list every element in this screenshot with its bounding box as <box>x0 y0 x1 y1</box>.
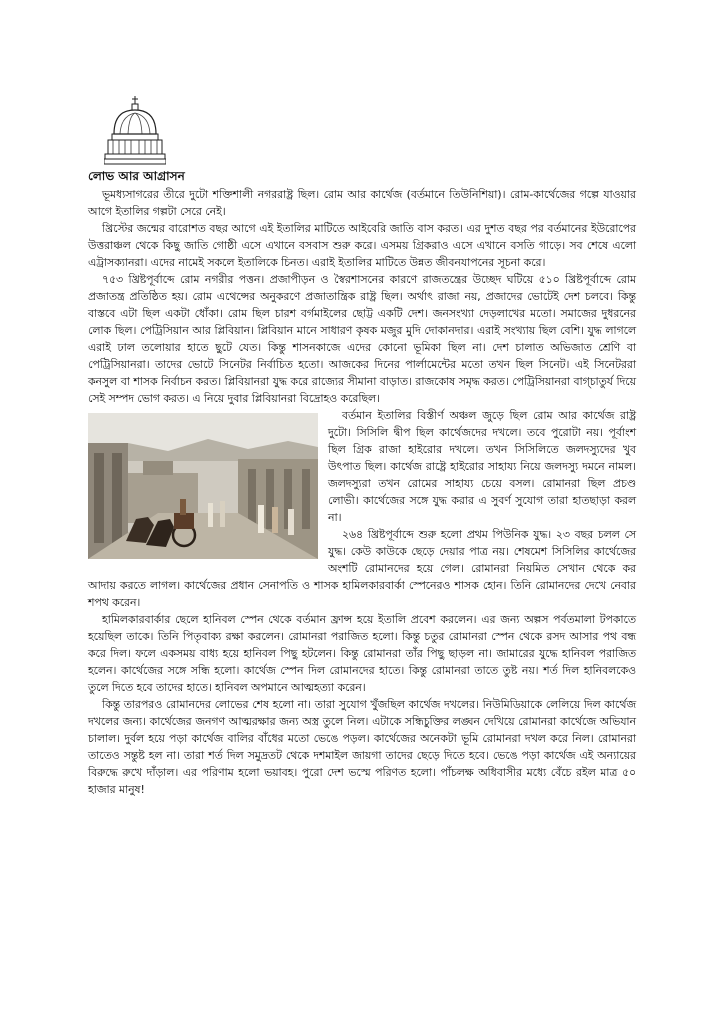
basilica-dome-icon <box>104 96 166 166</box>
paragraph: ভূমধ্যসাগরের তীরে দুটো শক্তিশালী নগররাষ্ট্র ছিল। রোম আর কার্থেজ (বর্তমানে তিউনিশিয়া)। রোম-কার্থেজের গল্পে যাওয়ার আগে ইতালির গল্পটা সেরে নেই। <box>88 188 636 218</box>
paragraph: হামিলকারবার্কার ছেলে হানিবল স্পেন থেকে বর্তমান ফ্রান্স হয়ে ইতালি প্রবেশ করলেন। এর জন্য অল্পস পর্বতমালা টপকাতে হয়েছিল তাকে। তিনি পিতৃবাক্য রক্ষা করলেন। রোমানরা পরাজিত হলো। কিন্তু চতুর রোমানরা স্পেন থেকে রসদ আসার পথ বন্ধ করে দিল। ফলে একসময় বাধ্য হয়ে হানিবল পিছু হটলেন। কিন্তু রোমানরা তাঁর পিছু ছাড়ল না। জামারের যুদ্ধে হানিবল পরাজিত হলেন। কার্থেজের সঙ্গে সন্ধি হলো। কার্থেজ স্পেন দিল রোমানদের হাতে। কিন্তু রোমানরা তাতে তুষ্ট নয়। শর্ত দিল হানিবলকেও তুলে দিতে হবে তাদের হাতে। হানিবল অপমানে আত্মহত্যা করেন। <box>88 613 636 694</box>
paragraph: বর্তমান ইতালির বিস্তীর্ণ অঞ্চল জুড়ে ছিল রোম আর কার্থেজ রাষ্ট্র দুটো। সিসিলি দ্বীপ ছিল কার্থেজদের দখলে। তবে পুরোটা নয়। পূর্বাংশ ছিল গ্রিক রাজা হাইরোর দখলে। তখন সিসিলিতে জলদস্যুদের খুব উৎপাত ছিল। কার্থেজ রাষ্ট্রে হাইরোর সাহায্য নিয়ে জলদস্যু দমনে নামল। জলদস্যুরা তখন রোমের সাহায্য চেয়ে বসল। রোমানরা ছিল প্রচণ্ড লোভী। কার্থেজের সঙ্গে যুদ্ধ করার এ সুবর্ণ সুযোগ তারা হাতছাড়া করল না। <box>328 409 636 524</box>
page-title: লোভ আর আগ্রাসন <box>88 169 185 183</box>
paragraph: ৭৫৩ খ্রিষ্টপূর্বাব্দে রোম নগরীর পত্তন। প্রজাপীড়ন ও স্বৈরশাসনের কারণে রাজতন্ত্রের উচ্ছেদ ঘটিয়ে ৫১০ খ্রিষ্টপূর্বাব্দে রোম প্রজাতন্ত্র প্রতিষ্ঠিত হয়। রোম এথেন্সের অনুকরণে প্রজাতান্ত্রিক রাষ্ট্র ছিল। অর্থাৎ রাজা নয়, প্রজাদের ভোটেই দেশ চলবে। কিন্তু বাস্তবে এটা ছিল একটা ধোঁকা। রোম ছিল চারশ বর্গমাইলের ছোট্ট একটি দেশ। জনসংখ্যা দেড়লাখের মতো। সমাজের দুধরনের লোক ছিল। পেট্রিসিয়ান আর প্লিবিয়ান। প্লিবিয়ান মানে সাধারণ কৃষক মজুর মুদি দোকানদার। এরাই সংখ্যায় ছিল বেশি। যুদ্ধ লাগলে এরাই ঢাল তলোয়ার হাতে ছুটে যেত। কিন্তু শাসনকাজে এদের কোনো ভূমিকা ছিল না। দেশ চালাত অভিজাত শ্রেণি বা পেট্রিসিয়ানরা। তাদের ভোটে সিনেটর নির্বাচিত হতো। আজকের দিনের পার্লামেন্টের মতো তখন ছিল সিনেট। এই সিনেটররা কনসুল বা শাসক নির্বাচন করত। প্লিবিয়ানরা যুদ্ধ করে রাজ্যের সীমানা বাড়াত। রাজকোষ সমৃদ্ধ করত। পেট্রিসিয়ানরা বাগ্‌চাতুর্য দিয়ে সেই সম্পদ ভোগ করত। এ নিয়ে দুবার প্লিবিয়ানরা বিদ্রোহও করেছিল। <box>88 273 636 405</box>
paragraph: ২৬৪ খ্রিষ্টপূর্বাব্দে শুরু হলো প্রথম পিউনিক যুদ্ধ। ২৩ বছর চলল সে যুদ্ধ। কেউ কাউকে ছেড়ে দেয়ার পাত্র নয়। শেষমেশ সিসিলির কার্থেজের অংশটি রোমানদের হয়ে গেল। রোমানরা নিয়মিত সেখান থেকে কর আদায় করতে লাগল। কার্থেজের প্রধান সেনাপতি ও শাসক হামিলকারবার্কা স্পেনেরও শাসক হোন। তিনি রোমানদের দেখে নেবার শপথ করেন। <box>88 528 636 609</box>
document-page <box>88 96 636 798</box>
paragraph: কিন্তু তারপরও রোমানদের লোভের শেষ হলো না। তারা সুযোগ খুঁজছিল কার্থেজ দখলের। নিউমিডিয়াকে লেলিয়ে দিল কার্থেজ দখলের জন্য। কার্থেজের জনগণ আত্মরক্ষার জন্য অস্ত্র তুলে নিল। এটাকে সন্ধিচুক্তির লঙ্ঘন দেখিয়ে রোমানরা কার্থেজে অভিযান চালাল। দুর্বল হয়ে পড়া কার্থেজ বালির বাঁধের মতো ভেঙে পড়ল। কার্থেজের অনেকটা ভূমি রোমানরা দখল করে নিল। রোমানরা তাতেও সন্তুষ্ট হল না। তারা শর্ত দিল সমুদ্রতট থেকে দশমাইল জায়গা তাদের ছেড়ে দিতে হবে। ভেঙে পড়া কার্থেজ এই অন্যায়ের বিরুদ্ধে রুখে দাঁড়াল। এর পরিণাম হলো ভয়াবহ। পুরো দেশ ভস্মে পরিণত হলো। পাঁচলক্ষ অধিবাসীর মধ্যে বেঁচে রইল মাত্র ৫০ হাজার মানুষ! <box>88 698 636 796</box>
roman-street-chariot-painting <box>88 413 318 559</box>
paragraph: খ্রিস্টের জন্মের বারোশত বছর আগে এই ইতালির মাটিতে আইবেরি জাতি বাস করত। এর দুশত বছর পর বর্তমানের ইউরোপের উত্তরাঞ্চল থেকে কিছু জাতি গোষ্ঠী এসে এখানে বসবাস শুরু করে। এসময় গ্রিকরাও এসে এখানে বসতি গাড়ে। সব শেষে এলো এট্রাসক্যানরা। এদের নামেই সকলে ইতালিকে চিনত। এরাই ইতালির মাটিতে উন্নত জীবনযাপনের সূচনা করে। <box>88 222 636 269</box>
